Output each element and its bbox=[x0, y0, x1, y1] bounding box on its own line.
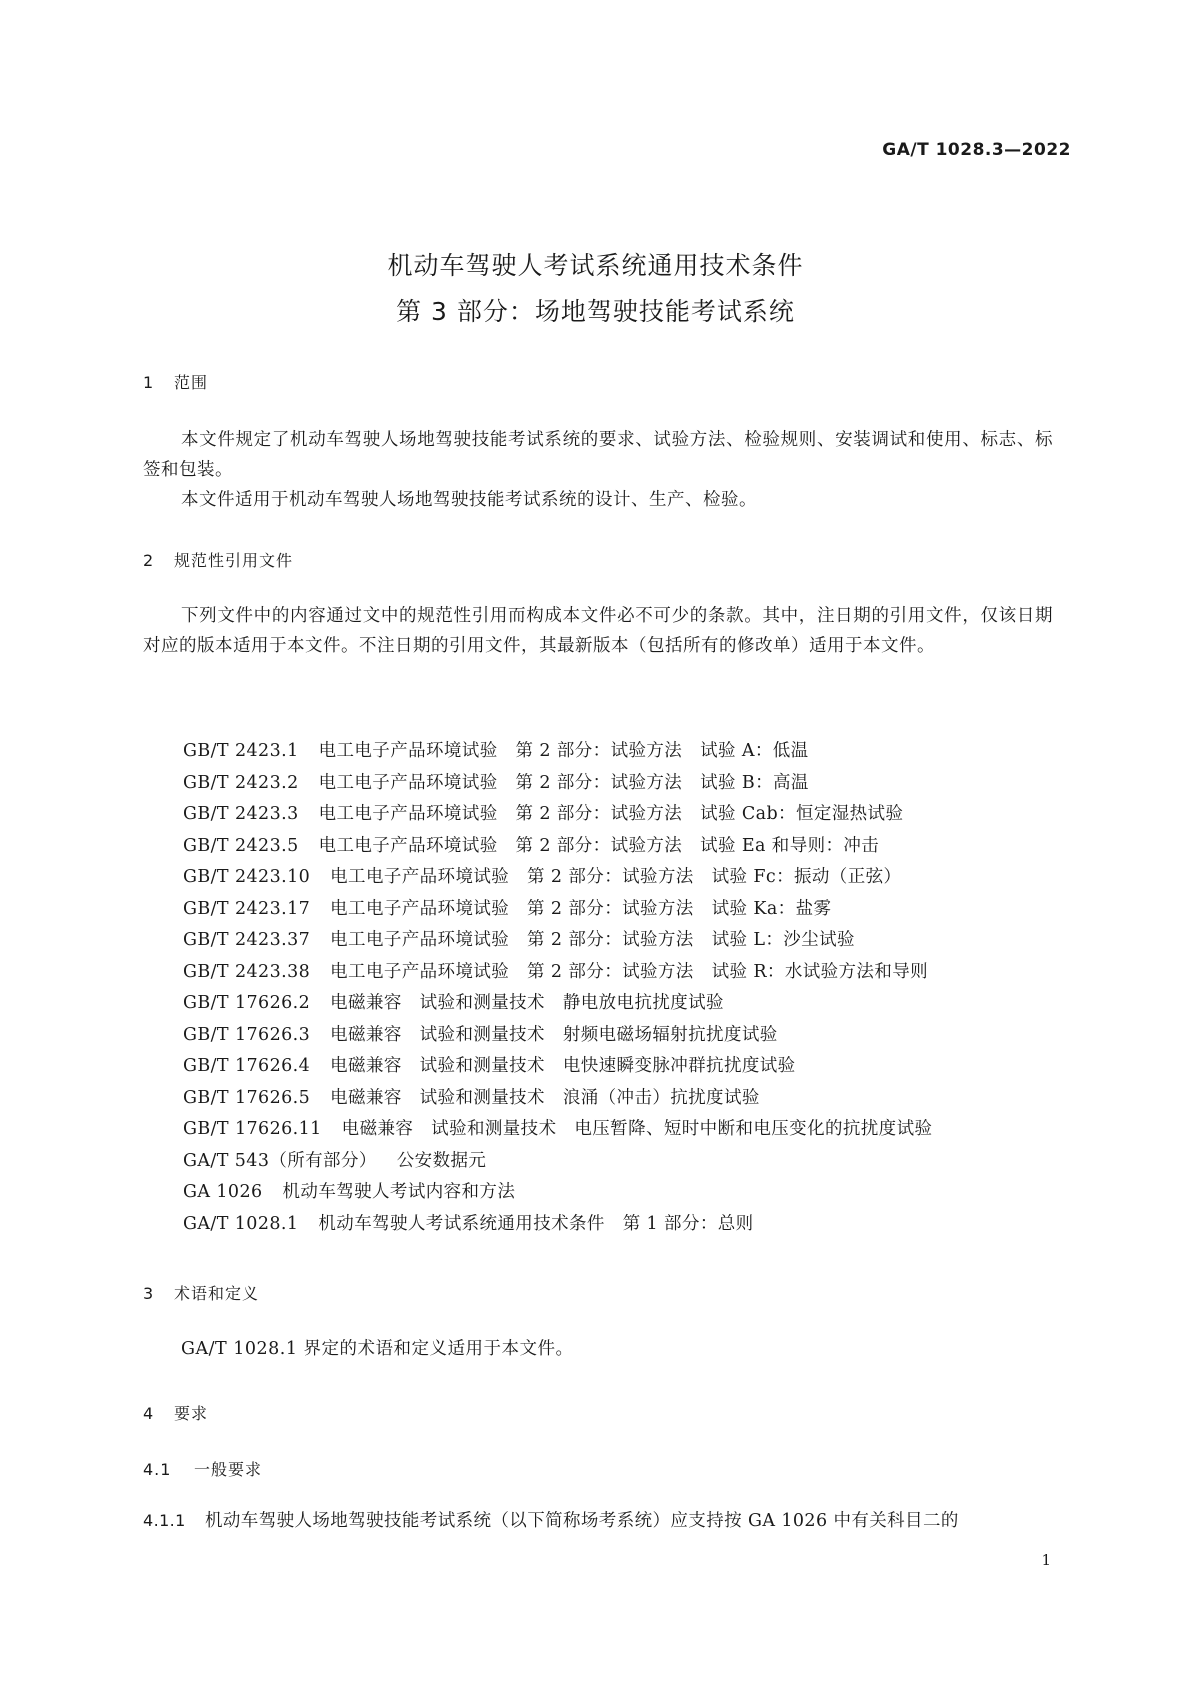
reference-list bbox=[183, 736, 932, 1240]
section-number: 2 bbox=[143, 551, 155, 570]
reference-code: GB/T 2423.2 bbox=[183, 772, 299, 793]
subsection-number: 4.1 bbox=[143, 1460, 172, 1479]
reference-title: 电工电子产品环境试验 第 2 部分：试验方法 试验 B：高温 bbox=[318, 772, 809, 793]
reference-title: 电磁兼容 试验和测量技术 浪涌（冲击）抗扰度试验 bbox=[330, 1087, 760, 1108]
section-title: 规范性引用文件 bbox=[174, 551, 294, 570]
reference-code: GB/T 2423.10 bbox=[183, 867, 311, 887]
section-3-heading bbox=[143, 1281, 259, 1304]
reference-code: GB/T 17626.3 bbox=[183, 1024, 311, 1045]
reference-code: GB/T 2423.1 bbox=[183, 741, 299, 761]
reference-item bbox=[183, 988, 932, 1020]
section-2-heading bbox=[143, 548, 293, 571]
reference-title: 电工电子产品环境试验 第 2 部分：试验方法 试验 L：沙尘试验 bbox=[330, 930, 855, 950]
reference-item bbox=[183, 957, 932, 989]
reference-code: GB/T 2423.5 bbox=[183, 835, 299, 856]
document-subtitle: 第 3 部分：场地驾驶技能考试系统 bbox=[396, 297, 795, 326]
reference-item bbox=[183, 1114, 932, 1146]
reference-title: 电工电子产品环境试验 第 2 部分：试验方法 试验 A：低温 bbox=[318, 741, 809, 761]
reference-title: 公安数据元 bbox=[396, 1150, 487, 1171]
reference-title: 电磁兼容 试验和测量技术 电压暂降、短时中断和电压变化的抗扰度试验 bbox=[341, 1119, 933, 1139]
references-intro: 下列文件中的内容通过文中的规范性引用而构成本文件必不可少的条款。其中，注日期的引用文件，仅该日期对应的版本适用于本文件。不注日期的引用文件，其最新版本（包括所有的修改单）适用于本文件。 bbox=[143, 606, 1053, 656]
reference-code: GB/T 2423.38 bbox=[183, 961, 311, 982]
reference-title: 电工电子产品环境试验 第 2 部分：试验方法 试验 R：水试验方法和导则 bbox=[330, 961, 929, 982]
terms-paragraph: GA/T 1028.1 界定的术语和定义适用于本文件。 bbox=[181, 1339, 574, 1359]
reference-code: GB/T 17626.4 bbox=[183, 1056, 311, 1076]
reference-code: GB/T 17626.2 bbox=[183, 993, 311, 1013]
reference-item bbox=[183, 862, 932, 894]
reference-item bbox=[183, 1020, 932, 1052]
reference-item bbox=[183, 736, 932, 768]
reference-code: GA/T 543（所有部分） bbox=[183, 1150, 377, 1171]
clause-number: 4.1.1 bbox=[143, 1511, 186, 1530]
reference-code: GA/T 1028.1 bbox=[183, 1213, 299, 1234]
reference-code: GB/T 2423.17 bbox=[183, 898, 311, 919]
reference-code: GB/T 17626.11 bbox=[183, 1119, 322, 1139]
reference-item bbox=[183, 1146, 932, 1178]
reference-title: 电工电子产品环境试验 第 2 部分：试验方法 试验 Cab：恒定湿热试验 bbox=[318, 804, 904, 824]
reference-title: 机动车驾驶人考试内容和方法 bbox=[282, 1182, 516, 1202]
reference-title: 电工电子产品环境试验 第 2 部分：试验方法 试验 Ka：盐雾 bbox=[330, 898, 832, 919]
section-number: 3 bbox=[143, 1284, 155, 1303]
section-number: 1 bbox=[143, 373, 155, 392]
reference-item bbox=[183, 1051, 932, 1083]
section-title: 要求 bbox=[174, 1404, 209, 1423]
reference-item bbox=[183, 768, 932, 800]
reference-item bbox=[183, 1209, 932, 1241]
reference-code: GB/T 2423.37 bbox=[183, 930, 311, 950]
scope-paragraph-1: 本文件规定了机动车驾驶人场地驾驶技能考试系统的要求、试验方法、检验规则、安装调试和使用、标志、标签和包装。 bbox=[143, 430, 1053, 480]
reference-item bbox=[183, 1083, 932, 1115]
reference-title: 电工电子产品环境试验 第 2 部分：试验方法 试验 Ea 和导则：冲击 bbox=[318, 835, 880, 856]
reference-title: 电工电子产品环境试验 第 2 部分：试验方法 试验 Fc：振动（正弦） bbox=[330, 867, 902, 887]
reference-title: 机动车驾驶人考试系统通用技术条件 第 1 部分：总则 bbox=[318, 1213, 754, 1234]
reference-item bbox=[183, 1177, 932, 1209]
document-title: 机动车驾驶人考试系统通用技术条件 bbox=[387, 251, 804, 280]
reference-title: 电磁兼容 试验和测量技术 电快速瞬变脉冲群抗扰度试验 bbox=[330, 1056, 796, 1076]
section-title: 范围 bbox=[174, 373, 209, 392]
reference-item bbox=[183, 799, 932, 831]
section-1-heading bbox=[143, 370, 208, 393]
reference-item bbox=[183, 831, 932, 863]
reference-title: 电磁兼容 试验和测量技术 射频电磁场辐射抗扰度试验 bbox=[330, 1024, 778, 1045]
subsection-title: 一般要求 bbox=[194, 1460, 263, 1479]
reference-code: GB/T 17626.5 bbox=[183, 1087, 311, 1108]
reference-code: GA 1026 bbox=[183, 1182, 263, 1202]
subsection-4-1-heading bbox=[143, 1457, 262, 1480]
reference-item bbox=[183, 925, 932, 957]
section-4-heading bbox=[143, 1401, 208, 1424]
reference-title: 电磁兼容 试验和测量技术 静电放电抗扰度试验 bbox=[330, 993, 724, 1013]
section-number: 4 bbox=[143, 1404, 155, 1423]
page-number: 1 bbox=[1041, 1551, 1051, 1569]
standard-code: GA/T 1028.3—2022 bbox=[882, 140, 1071, 160]
clause-text: 机动车驾驶人场地驾驶技能考试系统（以下简称场考系统）应支持按 GA 1026 中有关科目二的 bbox=[205, 1511, 959, 1531]
reference-code: GB/T 2423.3 bbox=[183, 804, 299, 824]
scope-paragraph-2: 本文件适用于机动车驾驶人场地驾驶技能考试系统的设计、生产、检验。 bbox=[181, 490, 757, 510]
clause-4-1-1 bbox=[143, 1507, 959, 1532]
section-title: 术语和定义 bbox=[174, 1284, 260, 1303]
reference-item bbox=[183, 894, 932, 926]
